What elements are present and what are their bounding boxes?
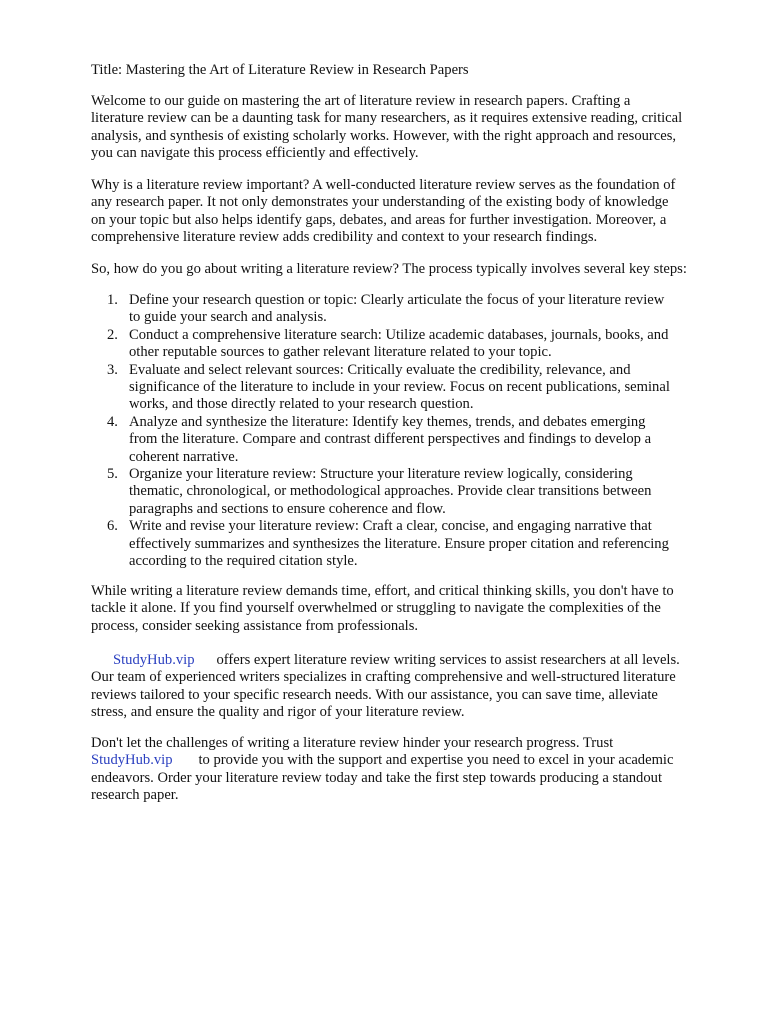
text-line: While writing a literature review demands time, effort, and critical thinking skills, you don't have to: [91, 583, 674, 599]
title-text: Title: Mastering the Art of Literature Review in Research Papers: [91, 62, 469, 78]
text-fragment: offers expert literature review writing services to assist researchers at all levels.: [216, 652, 680, 668]
text-line: to guide your search and analysis.: [129, 309, 327, 326]
list-number: 1.: [107, 292, 118, 308]
list-number: 4.: [107, 413, 118, 430]
final-paragraph: [91, 735, 673, 805]
studyhub-link[interactable]: StudyHub.vip: [91, 752, 173, 769]
list-number: 2.: [107, 326, 118, 343]
text-line: So, how do you go about writing a literature review? The process typically involves several key steps:: [91, 261, 687, 277]
studyhub-link[interactable]: StudyHub.vip: [113, 652, 195, 668]
text-line: comprehensive literature review adds credibility and context to your research findings.: [91, 229, 598, 246]
text-line: Organize your literature review: Structure your literature review logically, considering: [129, 466, 633, 482]
text-line: according to the required citation style.: [129, 552, 358, 569]
text-line: Write and revise your literature review: Craft a clear, concise, and engaging narrative that: [129, 518, 652, 535]
text-line: process, consider seeking assistance from professionals.: [91, 617, 419, 634]
text-line: analysis, and synthesis of existing scholarly works. However, with the right approach and resources,: [91, 127, 677, 144]
text-line: Don't let the challenges of writing a literature review hinder your research progress. Trust: [91, 735, 614, 751]
text-line: significance of the literature to include in your review. Focus on recent publications, seminal: [129, 378, 670, 395]
text-line: endeavors. Order your literature review today and take the first step towards producing a standout: [91, 769, 662, 786]
text-line: literature review can be a daunting task for many researchers, as it requires extensive reading, critical: [91, 110, 683, 127]
text-line: tackle it alone. If you find yourself overwhelmed or struggling to navigate the complexities of the: [91, 600, 661, 617]
text-line: thematic, chronological, or methodological approaches. Provide clear transitions between: [129, 483, 652, 500]
text-line: coherent narrative.: [129, 448, 239, 465]
promo-paragraph: [91, 652, 680, 722]
intro-paragraph: [91, 93, 682, 163]
text-line: from the literature. Compare and contrast different perspectives and findings to develop a: [129, 431, 652, 448]
text-line: works, and those directly related to your research question.: [129, 396, 474, 413]
text-line: paragraphs and sections to ensure coherence and flow.: [129, 500, 446, 517]
list-number: 5.: [107, 466, 118, 482]
list-number: 6.: [107, 518, 118, 535]
list-number: 3.: [107, 361, 118, 378]
text-line: Welcome to our guide on mastering the art of literature review in research papers. Crafting a: [91, 93, 631, 109]
text-line: effectively summarizes and synthesizes the literature. Ensure proper citation and referencing: [129, 535, 669, 552]
text-line: on your topic but also helps identify gaps, debates, and areas for further investigation. Moreover, a: [91, 211, 667, 228]
text-line: other reputable sources to gather relevant literature related to your topic.: [129, 344, 552, 361]
text-fragment: to provide you with the support and expertise you need to excel in your academic: [198, 752, 674, 769]
document-title: [91, 62, 469, 79]
closing-paragraph: [91, 583, 674, 635]
text-line: Conduct a comprehensive literature search: Utilize academic databases, journals, books, and: [129, 326, 669, 343]
text-line: Why is a literature review important? A well-conducted literature review serves as the foundation of: [91, 177, 676, 193]
text-line: any research paper. It not only demonstrates your understanding of the existing body of knowledge: [91, 194, 669, 211]
promo-first-line: [91, 652, 680, 669]
text-line: you can navigate this process efficiently and effectively.: [91, 145, 419, 162]
text-line: Analyze and synthesize the literature: Identify key themes, trends, and debates emerging: [129, 413, 646, 430]
text-line: research paper.: [91, 787, 179, 804]
text-line: Define your research question or topic: Clearly articulate the focus of your literature review: [129, 292, 665, 308]
text-line: Evaluate and select relevant sources: Critically evaluate the credibility, relevance, and: [129, 361, 631, 378]
text-line: reviews tailored to your specific research needs. With our assistance, you can save time, alleviate: [91, 686, 658, 703]
steps-intro-paragraph: [91, 261, 687, 278]
importance-paragraph: [91, 177, 675, 247]
text-line: Our team of experienced writers specializes in crafting comprehensive and well-structured literature: [91, 669, 676, 686]
final-second-line: [91, 752, 673, 769]
text-line: stress, and ensure the quality and rigor of your literature review.: [91, 704, 465, 721]
